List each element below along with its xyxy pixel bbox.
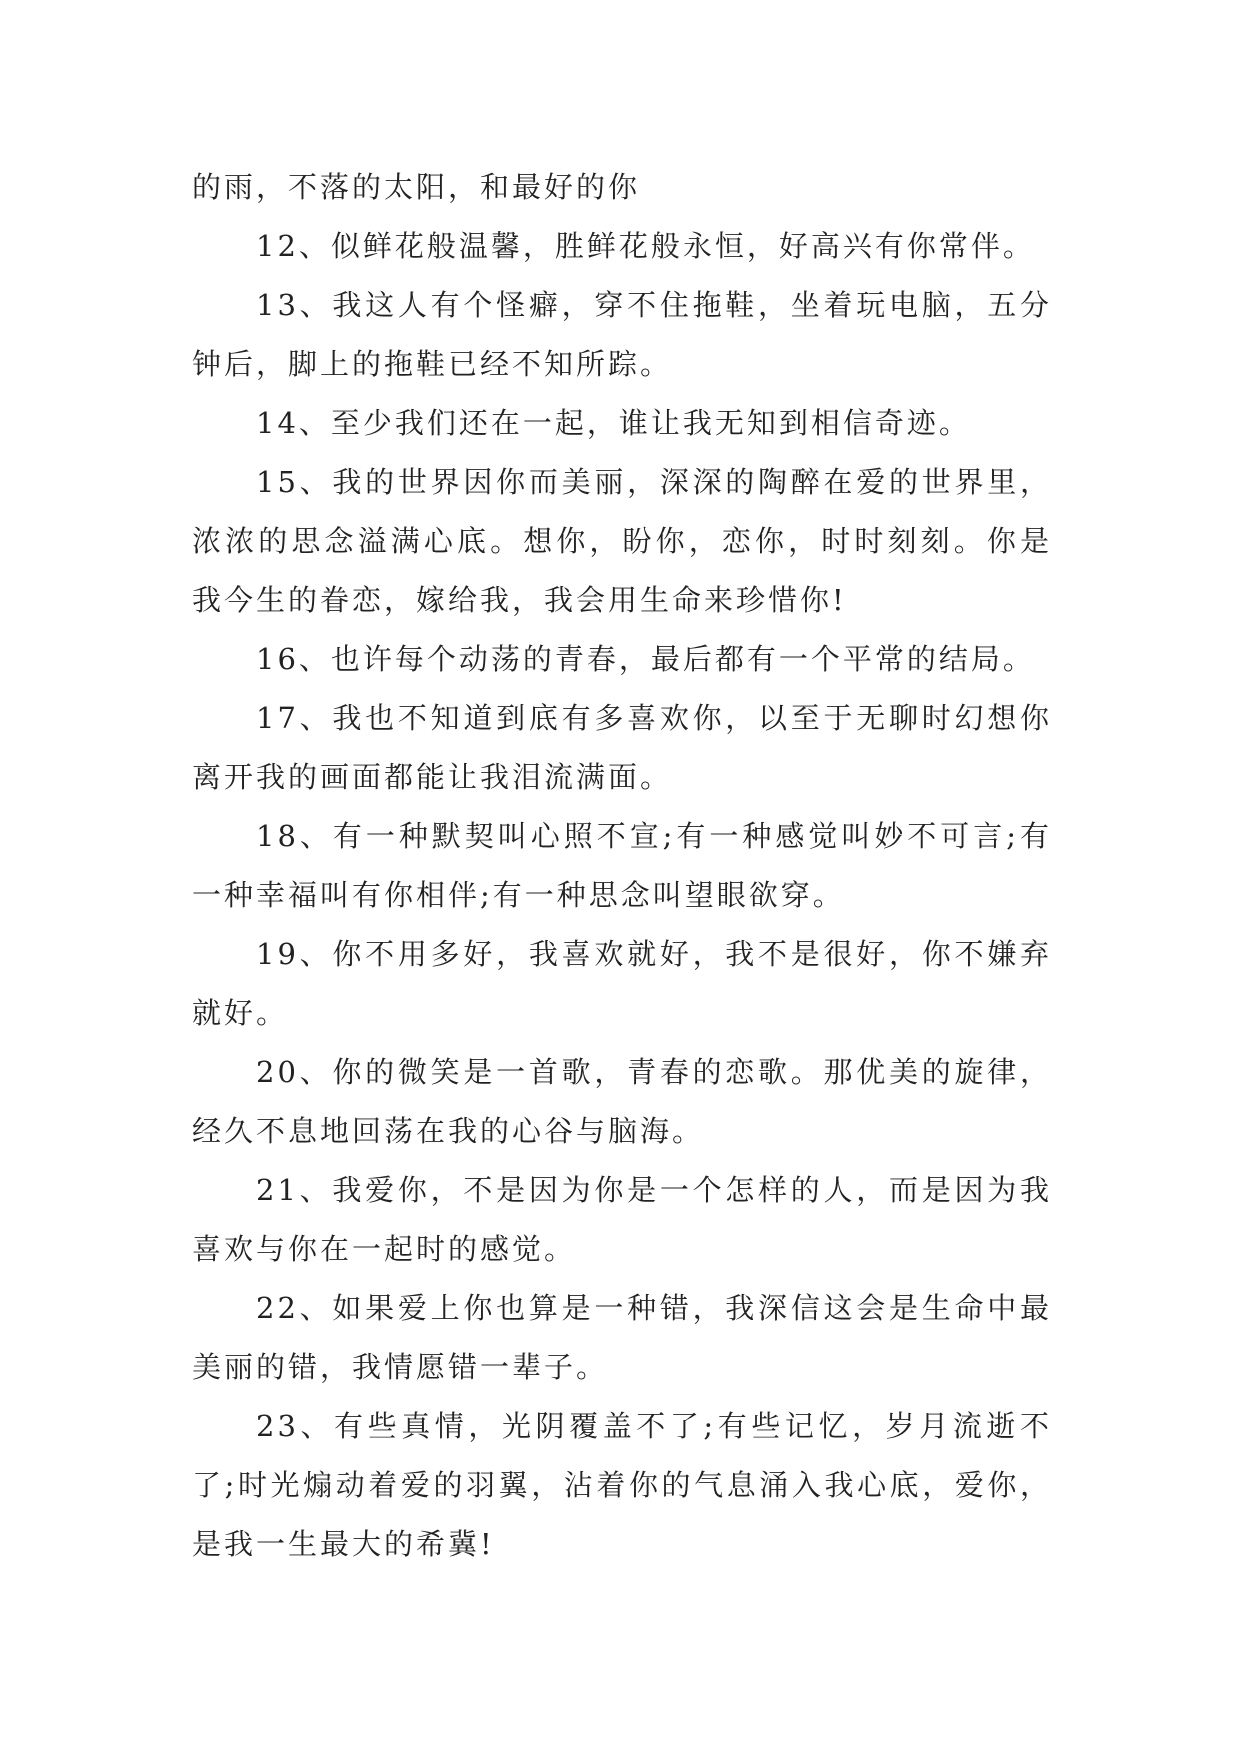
paragraph-22: 22、如果爱上你也算是一种错，我深信这会是生命中最美丽的错，我情愿错一辈子。 bbox=[192, 1291, 1052, 1384]
paragraph-16: 16、也许每个动荡的青春，最后都有一个平常的结局。 bbox=[256, 642, 1035, 676]
paragraph-20: 20、你的微笑是一首歌，青春的恋歌。那优美的旋律，经久不息地回荡在我的心谷与脑海。 bbox=[192, 1055, 1052, 1148]
paragraph-13: 13、我这人有个怪癖，穿不住拖鞋，坐着玩电脑，五分钟后，脚上的拖鞋已经不知所踪。 bbox=[192, 288, 1052, 381]
paragraph-21: 21、我爱你，不是因为你是一个怎样的人，而是因为我喜欢与你在一起时的感觉。 bbox=[192, 1173, 1052, 1266]
paragraph-17: 17、我也不知道到底有多喜欢你，以至于无聊时幻想你离开我的画面都能让我泪流满面。 bbox=[192, 701, 1052, 794]
paragraph-19: 19、你不用多好，我喜欢就好，我不是很好，你不嫌弃就好。 bbox=[192, 937, 1052, 1030]
paragraph-12: 12、似鲜花般温馨，胜鲜花般永恒，好高兴有你常伴。 bbox=[256, 229, 1035, 263]
paragraph-23: 23、有些真情，光阴覆盖不了;有些记忆，岁月流逝不了;时光煽动着爱的羽翼，沾着你的气息涌入我心底，爱你，是我一生最大的希冀! bbox=[192, 1409, 1052, 1561]
paragraph-18: 18、有一种默契叫心照不宣;有一种感觉叫妙不可言;有一种幸福叫有你相伴;有一种思念叫望眼欲穿。 bbox=[192, 819, 1052, 912]
paragraph-15: 15、我的世界因你而美丽，深深的陶醉在爱的世界里，浓浓的思念溢满心底。想你，盼你，恋你，时时刻刻。你是我今生的眷恋，嫁给我，我会用生命来珍惜你! bbox=[192, 465, 1052, 617]
document-body bbox=[192, 158, 1052, 1574]
lead-fragment: 的雨，不落的太阳，和最好的你 bbox=[192, 170, 641, 204]
paragraph-14: 14、至少我们还在一起，谁让我无知到相信奇迹。 bbox=[256, 406, 971, 440]
